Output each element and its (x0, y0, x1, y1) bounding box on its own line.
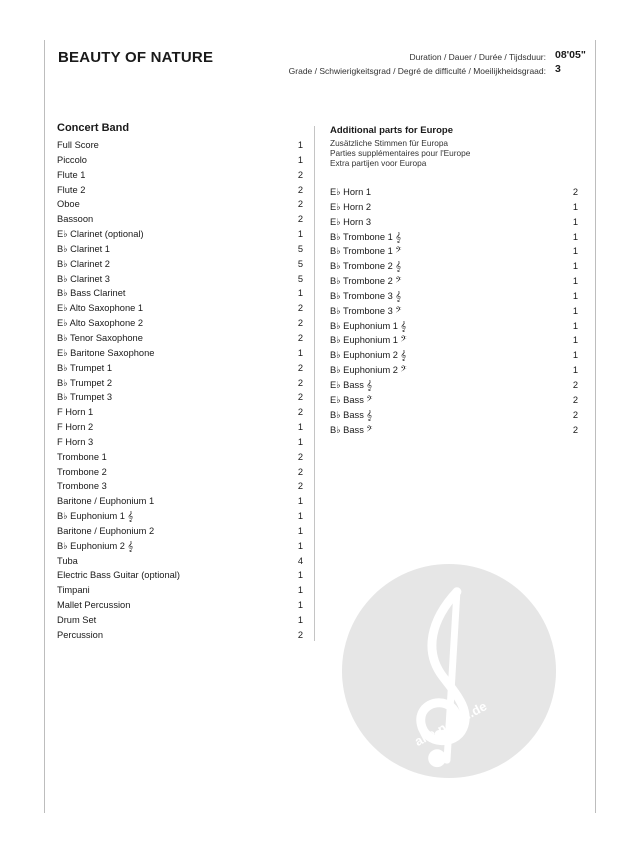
part-quantity: 1 (572, 305, 578, 316)
part-row (330, 244, 578, 259)
part-quantity: 2 (297, 377, 303, 388)
part-quantity: 4 (297, 555, 303, 566)
part-quantity: 1 (572, 350, 578, 361)
part-row (330, 393, 578, 408)
part-name: B♭ Clarinet 3 (57, 273, 110, 284)
part-quantity: 1 (297, 600, 303, 611)
part-quantity: 2 (297, 466, 303, 477)
part-row (57, 583, 303, 598)
part-quantity: 5 (297, 273, 303, 284)
part-name: Flute 2 (57, 184, 86, 195)
part-row (330, 200, 578, 215)
part-name: Oboe (57, 199, 80, 210)
part-row (57, 628, 303, 643)
part-name: Tuba (57, 555, 78, 566)
part-row (57, 346, 303, 361)
part-row (57, 212, 303, 227)
part-name: Percussion (57, 629, 103, 640)
part-row (57, 450, 303, 465)
part-name: B♭ Euphonium 2 𝄢 (330, 365, 407, 376)
part-row (57, 168, 303, 183)
part-quantity: 2 (297, 303, 303, 314)
europe-subtitle-nl: Extra partijen voor Europa (330, 158, 427, 168)
part-row (330, 319, 578, 334)
part-quantity: 1 (297, 511, 303, 522)
part-quantity: 5 (297, 258, 303, 269)
part-quantity: 1 (297, 229, 303, 240)
part-name: Trombone 3 (57, 481, 107, 492)
concert-band-heading: Concert Band (57, 122, 130, 134)
part-name: Full Score (57, 140, 99, 150)
europe-subtitle-de: Zusätzliche Stimmen für Europa (330, 138, 449, 148)
part-quantity: 2 (297, 407, 303, 418)
part-name: Trombone 1 (57, 451, 107, 462)
part-row (330, 304, 578, 319)
europe-subtitle-fr: Parties supplémentaires pour l'Europe (330, 148, 471, 158)
part-row (57, 227, 303, 242)
part-quantity: 2 (297, 451, 303, 462)
part-quantity: 2 (297, 392, 303, 403)
page-left-edge (44, 40, 45, 813)
part-name: B♭ Trombone 2 𝄞 (330, 261, 401, 272)
part-name: Mallet Percussion (57, 600, 131, 611)
europe-parts-list (330, 185, 578, 437)
part-name: E♭ Alto Saxophone 1 (57, 303, 144, 314)
part-name: Flute 1 (57, 169, 86, 180)
part-quantity: 1 (572, 365, 578, 376)
part-name: E♭ Alto Saxophone 2 (57, 318, 144, 329)
part-quantity: 2 (572, 409, 578, 420)
part-name: Timpani (57, 585, 90, 596)
part-row (57, 197, 303, 212)
part-row (57, 598, 303, 613)
concert-band-parts-list (57, 138, 303, 643)
part-quantity: 1 (297, 585, 303, 596)
part-quantity: 2 (572, 394, 578, 405)
part-quantity: 1 (572, 320, 578, 331)
part-row (57, 405, 303, 420)
part-quantity: 1 (297, 140, 303, 150)
part-quantity: 2 (297, 199, 303, 210)
part-row (57, 390, 303, 405)
part-quantity: 1 (572, 335, 578, 346)
part-name: Baritone / Euphonium 2 (57, 525, 155, 536)
part-name: B♭ Clarinet 2 (57, 258, 110, 269)
part-name: B♭ Trumpet 3 (57, 392, 113, 403)
part-quantity: 2 (297, 362, 303, 373)
part-quantity: 1 (572, 276, 578, 287)
part-row (57, 524, 303, 539)
part-quantity: 1 (572, 231, 578, 242)
part-quantity: 1 (297, 288, 303, 299)
part-name: B♭ Euphonium 1 𝄞 (57, 511, 134, 522)
part-quantity: 2 (297, 332, 303, 343)
part-name: B♭ Bass Clarinet (57, 288, 126, 299)
treble-clef-icon (340, 562, 558, 780)
part-name: B♭ Euphonium 1 𝄞 (330, 320, 407, 331)
page-right-edge (595, 40, 596, 813)
part-name: B♭ Trombone 3 𝄞 (330, 290, 401, 301)
part-quantity: 2 (297, 318, 303, 329)
part-name: E♭ Horn 3 (330, 216, 372, 227)
part-quantity: 2 (297, 184, 303, 195)
part-row (57, 613, 303, 628)
part-row (330, 274, 578, 289)
part-quantity: 1 (572, 216, 578, 227)
part-row (330, 215, 578, 230)
part-name: F Horn 2 (57, 422, 94, 433)
part-quantity: 2 (572, 379, 578, 390)
part-name: B♭ Trombone 3 𝄢 (330, 305, 402, 316)
part-row (57, 376, 303, 391)
part-row (57, 435, 303, 450)
part-quantity: 1 (572, 246, 578, 257)
part-name: E♭ Baritone Saxophone (57, 347, 155, 358)
part-row (330, 333, 578, 348)
part-row (57, 568, 303, 583)
part-quantity: 1 (297, 615, 303, 625)
part-row (57, 316, 303, 331)
part-name: B♭ Euphonium 1 𝄢 (330, 335, 407, 346)
part-name: B♭ Euphonium 2 𝄞 (57, 540, 134, 551)
part-name: E♭ Horn 2 (330, 201, 372, 212)
part-row (330, 378, 578, 393)
part-quantity: 1 (297, 496, 303, 507)
part-name: B♭ Tenor Saxophone (57, 332, 143, 343)
part-row (57, 420, 303, 435)
grade-value: 3 (555, 63, 561, 75)
part-row (330, 185, 578, 200)
part-quantity: 2 (297, 629, 303, 640)
part-name: B♭ Trombone 1 𝄞 (330, 231, 401, 242)
part-row (57, 361, 303, 376)
part-name: B♭ Trombone 1 𝄢 (330, 246, 402, 257)
duration-value: 08'05" (555, 49, 586, 61)
part-name: B♭ Trumpet 1 (57, 362, 113, 373)
part-row (330, 363, 578, 378)
part-row (330, 408, 578, 423)
part-quantity: 1 (572, 201, 578, 212)
part-quantity: 1 (297, 436, 303, 447)
part-row (57, 153, 303, 168)
column-divider (314, 126, 315, 641)
part-row (57, 242, 303, 257)
part-row (57, 286, 303, 301)
part-quantity: 1 (297, 154, 303, 165)
part-row (330, 259, 578, 274)
part-row (57, 554, 303, 569)
part-name: Drum Set (57, 615, 97, 625)
europe-heading: Additional parts for Europe (330, 125, 453, 136)
part-row (57, 183, 303, 198)
part-quantity: 2 (572, 424, 578, 435)
part-name: Trombone 2 (57, 466, 107, 477)
part-quantity: 2 (297, 214, 303, 225)
part-row (57, 465, 303, 480)
part-row (57, 479, 303, 494)
part-name: Piccolo (57, 154, 87, 165)
part-name: B♭ Clarinet 1 (57, 243, 110, 254)
part-name: F Horn 3 (57, 436, 94, 447)
part-row (330, 289, 578, 304)
part-row (330, 348, 578, 363)
watermark-text: alle-noten.de (412, 698, 490, 749)
part-name: Bassoon (57, 214, 94, 225)
watermark-logo (340, 562, 558, 780)
part-name: E♭ Clarinet (optional) (57, 229, 144, 240)
part-row (57, 494, 303, 509)
part-quantity: 1 (297, 525, 303, 536)
part-name: Baritone / Euphonium 1 (57, 496, 155, 507)
duration-label: Duration / Dauer / Durée / Tijdsduur: (409, 52, 546, 62)
part-quantity: 1 (297, 570, 303, 581)
part-row (57, 509, 303, 524)
part-quantity: 1 (297, 347, 303, 358)
part-quantity: 1 (297, 422, 303, 433)
part-quantity: 2 (572, 187, 578, 197)
part-row (57, 257, 303, 272)
part-name: Electric Bass Guitar (optional) (57, 570, 180, 581)
part-row (57, 539, 303, 554)
part-quantity: 1 (572, 290, 578, 301)
part-name: B♭ Trombone 2 𝄢 (330, 276, 402, 287)
part-row (57, 301, 303, 316)
part-row (57, 272, 303, 287)
piece-title: BEAUTY OF NATURE (58, 49, 214, 66)
part-name: E♭ Horn 1 (330, 187, 372, 197)
part-quantity: 2 (297, 481, 303, 492)
part-quantity: 5 (297, 243, 303, 254)
part-name: B♭ Bass 𝄞 (330, 409, 372, 420)
part-row (57, 331, 303, 346)
part-name: B♭ Bass 𝄢 (330, 424, 373, 435)
part-name: B♭ Euphonium 2 𝄞 (330, 350, 407, 361)
part-row (330, 423, 578, 438)
part-row (57, 138, 303, 153)
part-name: B♭ Trumpet 2 (57, 377, 113, 388)
part-quantity: 1 (572, 261, 578, 272)
grade-label: Grade / Schwierigkeitsgrad / Degré de difficulté / Moeilijkheidsgraad: (288, 66, 546, 76)
part-name: F Horn 1 (57, 407, 94, 418)
part-name: E♭ Bass 𝄞 (330, 379, 372, 390)
part-name: E♭ Bass 𝄢 (330, 394, 373, 405)
part-quantity: 2 (297, 169, 303, 180)
part-row (330, 230, 578, 245)
part-quantity: 1 (297, 540, 303, 551)
